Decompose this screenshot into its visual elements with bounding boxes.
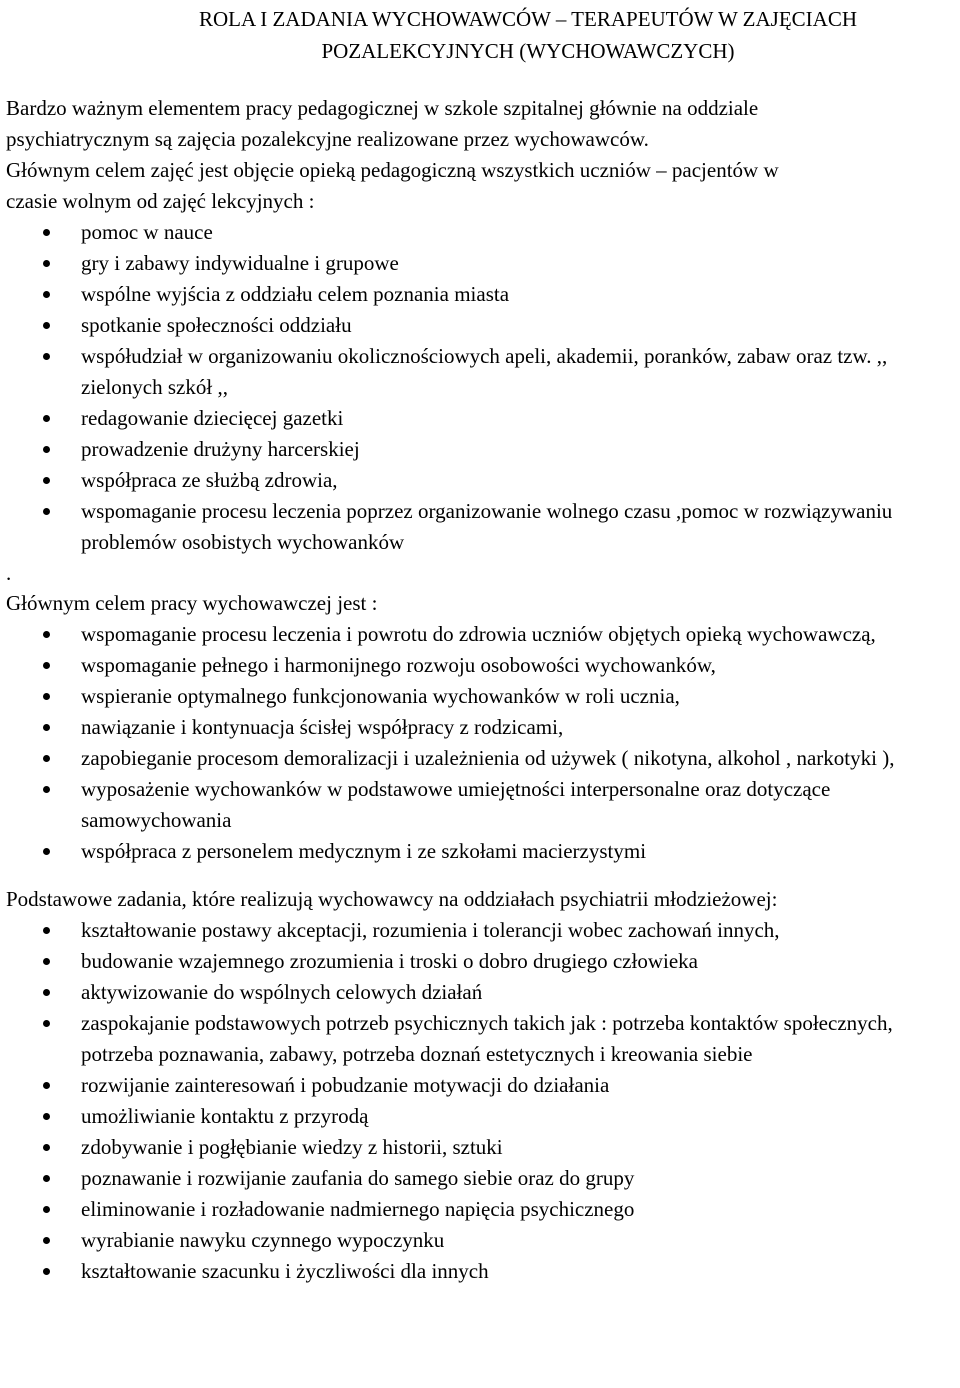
goals-list [6, 619, 958, 867]
list-item: współudział w organizowaniu okolicznościowych apeli, akademii, poranków, zabaw oraz tzw. ,, zielonych szkół ,, [6, 341, 958, 403]
bullet-icon [43, 1206, 50, 1213]
document-title [6, 3, 958, 67]
bullet-icon [43, 755, 50, 762]
list-item: rozwijanie zainteresowań i pobudzanie motywacji do działania [6, 1070, 958, 1101]
list-item: gry i zabawy indywidualne i grupowe [6, 248, 958, 279]
list-item: wspólne wyjścia z oddziału celem poznania miasta [6, 279, 958, 310]
title-line-2: POZALEKCYJNYCH (WYCHOWAWCZYCH) [321, 39, 735, 63]
bullet-icon [43, 927, 50, 934]
intro-line-3: Głównym celem zajęć jest objęcie opieką pedagogiczną wszystkich uczniów – pacjentów w [6, 158, 779, 182]
bullet-icon [43, 229, 50, 236]
bullet-icon [43, 477, 50, 484]
list-item: współpraca ze służbą zdrowia, [6, 465, 958, 496]
bullet-icon [43, 260, 50, 267]
list-item: wyposażenie wychowanków w podstawowe umiejętności interpersonalne oraz dotyczące samowychowania [6, 774, 958, 836]
list-item: współpraca z personelem medycznym i ze szkołami macierzystymi [6, 836, 958, 867]
stray-period: . [6, 561, 12, 585]
bullet-icon [43, 353, 50, 360]
list-item: aktywizowanie do wspólnych celowych działań [6, 977, 958, 1008]
bullet-icon [43, 631, 50, 638]
intro-paragraph [6, 93, 958, 217]
list-item: eliminowanie i rozładowanie nadmiernego napięcia psychicznego [6, 1194, 958, 1225]
list-item: prowadzenie drużyny harcerskiej [6, 434, 958, 465]
list-item: poznawanie i rozwijanie zaufania do samego siebie oraz do grupy [6, 1163, 958, 1194]
bullet-icon [43, 724, 50, 731]
bullet-icon [43, 1144, 50, 1151]
bullet-icon [43, 958, 50, 965]
bullet-icon [43, 508, 50, 515]
list-item: redagowanie dziecięcej gazetki [6, 403, 958, 434]
section-3-heading: Podstawowe zadania, które realizują wychowawcy na oddziałach psychiatrii młodzieżowej: [6, 887, 778, 911]
bullet-icon [43, 1237, 50, 1244]
list-item: wspieranie optymalnego funkcjonowania wychowanków w roli ucznia, [6, 681, 958, 712]
bullet-icon [43, 1268, 50, 1275]
section-2-heading: Głównym celem pracy wychowawczej jest : [6, 591, 378, 615]
bullet-icon [43, 1113, 50, 1120]
bullet-icon [43, 415, 50, 422]
bullet-icon [43, 322, 50, 329]
bullet-icon [43, 662, 50, 669]
bullet-icon [43, 693, 50, 700]
bullet-icon [43, 786, 50, 793]
list-item: wspomaganie pełnego i harmonijnego rozwoju osobowości wychowanków, [6, 650, 958, 681]
activities-list [6, 217, 958, 558]
bullet-icon [43, 1082, 50, 1089]
bullet-icon [43, 1175, 50, 1182]
tasks-list [6, 915, 958, 1287]
list-item: kształtowanie szacunku i życzliwości dla innych [6, 1256, 958, 1287]
bullet-icon [43, 848, 50, 855]
intro-line-2: psychiatrycznym są zajęcia pozalekcyjne realizowane przez wychowawców. [6, 127, 649, 151]
title-line-1: ROLA I ZADANIA WYCHOWAWCÓW – TERAPEUTÓW W ZAJĘCIACH [198, 7, 858, 31]
bullet-icon [43, 1020, 50, 1027]
bullet-icon [43, 291, 50, 298]
list-item: zapobieganie procesom demoralizacji i uzależnienia od używek ( nikotyna, alkohol , narkotyki ), [6, 743, 958, 774]
list-item: spotkanie społeczności oddziału [6, 310, 958, 341]
list-item: wspomaganie procesu leczenia i powrotu do zdrowia uczniów objętych opieką wychowawczą, [6, 619, 958, 650]
list-item: wspomaganie procesu leczenia poprzez organizowanie wolnego czasu ,pomoc w rozwiązywaniu problemów osobistych wychowanków [6, 496, 958, 558]
list-item: budowanie wzajemnego zrozumienia i troski o dobro drugiego człowieka [6, 946, 958, 977]
list-item: kształtowanie postawy akceptacji, rozumienia i tolerancji wobec zachowań innych, [6, 915, 958, 946]
intro-line-4: czasie wolnym od zajęć lekcyjnych : [6, 189, 315, 213]
document-page [6, 0, 958, 1287]
list-item: zdobywanie i pogłębianie wiedzy z historii, sztuki [6, 1132, 958, 1163]
list-item: wyrabianie nawyku czynnego wypoczynku [6, 1225, 958, 1256]
list-item: nawiązanie i kontynuacja ścisłej współpracy z rodzicami, [6, 712, 958, 743]
list-item: umożliwianie kontaktu z przyrodą [6, 1101, 958, 1132]
list-item: zaspokajanie podstawowych potrzeb psychicznych takich jak : potrzeba kontaktów społecznych, potrzeba poznawania, zabawy, potrzeba doznań estetycznych i kreowania siebie [6, 1008, 958, 1070]
intro-line-1: Bardzo ważnym elementem pracy pedagogicznej w szkole szpitalnej głównie na oddziale [6, 96, 759, 120]
list-item: pomoc w nauce [6, 217, 958, 248]
bullet-icon [43, 446, 50, 453]
bullet-icon [43, 989, 50, 996]
